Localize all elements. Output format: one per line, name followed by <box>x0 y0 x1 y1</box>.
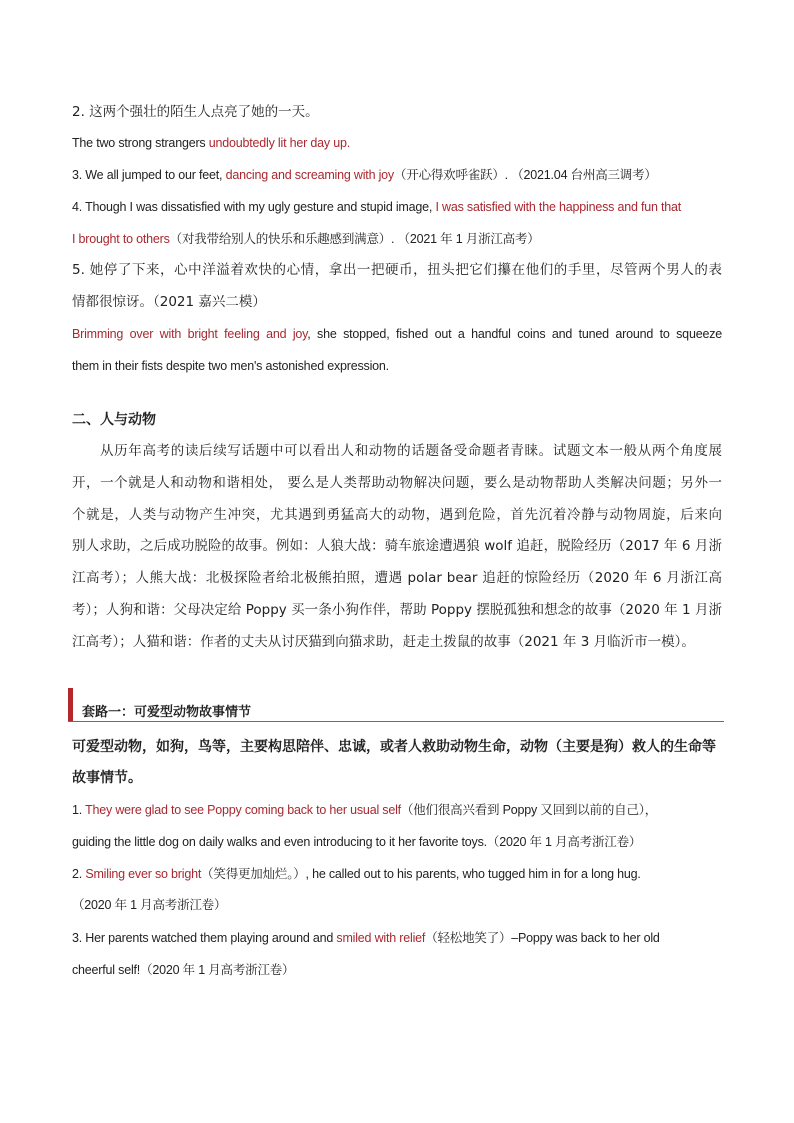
item-4-line-2 <box>72 231 722 247</box>
routine-intro-line-1: 可爱型动物，如狗，鸟等，主要构思陪伴、忠诚，或者人救助动物生命，动物（主要是狗）救人的生命等 <box>72 739 716 755</box>
routine-item-2-text: （笑得更加灿烂。）, he called out to his parents, who tugged him in for a long hug. <box>201 867 641 881</box>
item-5-english-line-2: them in their fists despite two men's astonished expression. <box>72 359 389 373</box>
item-4-note: （对我带给别人的快乐和乐趣感到满意）. （2021 年 1 月浙江高考） <box>169 232 540 246</box>
heading-underline <box>68 721 724 722</box>
section-paragraph-line-5: 江高考）；人熊大战：北极探险者给北极熊拍照，遭遇 polar bear 追赶的惊险经历（2020 年 6 月浙江高 <box>72 570 722 586</box>
routine-item-2-highlight: Smiling ever so bright <box>85 867 202 881</box>
item-2-english <box>72 135 722 151</box>
item-4-highlight-1: I was satisfied with the happiness and fun that <box>435 200 682 214</box>
item-3 <box>72 167 722 183</box>
item-4-line-1 <box>72 199 722 215</box>
routine-heading-bar <box>68 688 724 722</box>
routine-item-1-number: 1. <box>72 803 86 817</box>
item-4-text: 4. Though I was dissatisfied with my ugly gesture and stupid image, <box>72 200 436 214</box>
routine-item-2-line-2: （2020 年 1 月高考浙江卷） <box>72 898 227 912</box>
routine-item-3-line-1 <box>72 930 722 946</box>
routine-item-1-line-1 <box>72 802 722 818</box>
routine-item-1-line-2: guiding the little dog on daily walks and even introducing to it her favorite toys.（2020 年 1 月高考浙江卷） <box>72 835 642 849</box>
section-paragraph-line-7: 江高考）；人猫和谐：作者的丈夫从讨厌猫到向猫求助，赶走土拨鼠的故事（2021 年 3 月临沂市一模）。 <box>72 634 695 650</box>
heading-accent-bar <box>68 688 73 721</box>
routine-item-2-line-1 <box>72 866 722 882</box>
routine-item-3-note: （轻松地笑了）–Poppy was back to her old <box>425 931 660 945</box>
routine-intro-line-2: 故事情节。 <box>72 770 142 786</box>
routine-item-2-number: 2. <box>72 867 86 881</box>
routine-item-1-highlight: They were glad to see Poppy coming back to her usual self <box>85 803 401 817</box>
item-5-chinese-line-1: 5. 她停了下来，心中洋溢着欢快的心情，拿出一把硬币，扭头把它们攥在他们的手里，尽管两个男人的表 <box>72 262 722 278</box>
item-3-text: 3. We all jumped to our feet, <box>72 168 226 182</box>
section-paragraph-line-2: 开，一个就是人和动物和谐相处， 要么是人类帮助动物解决问题，要么是动物帮助人类解决问题；另外一 <box>72 475 722 491</box>
routine-item-3-line-2: cheerful self!（2020 年 1 月高考浙江卷） <box>72 963 295 977</box>
item-3-note: （开心得欢呼雀跃）. （2021.04 台州高三调考） <box>393 168 657 182</box>
section-paragraph-line-4: 别人求助，之后成功脱险的故事。例如：人狼大战：骑车旅途遭遇狼 wolf 追赶，脱险经历（2017 年 6 月浙 <box>72 538 722 554</box>
item-5-english-text: , she stopped, fished out a handful coins and tuned around to squeeze <box>307 327 722 341</box>
routine-item-3-text: 3. Her parents watched them playing around and <box>72 931 337 945</box>
item-3-highlight: dancing and screaming with joy <box>225 168 394 182</box>
item-4-highlight-2: I brought to others <box>72 232 170 246</box>
item-2-chinese: 2. 这两个强壮的陌生人点亮了她的一天。 <box>72 104 319 120</box>
routine-title: 套路一：可爱型动物故事情节 <box>82 705 252 720</box>
section-heading: 二、人与动物 <box>72 412 156 428</box>
item-2-english-text: The two strong strangers <box>72 136 209 150</box>
routine-item-3-highlight: smiled with relief <box>336 931 426 945</box>
section-paragraph-line-6: 考）；人狗和谐：父母决定给 Poppy 买一条小狗作伴，帮助 Poppy 摆脱孤独和想念的故事（2020 年 1 月浙 <box>72 602 722 618</box>
item-2-highlight: undoubtedly lit her day up. <box>208 136 350 150</box>
item-5-chinese-line-2: 情都很惊讶。（2021 嘉兴二模） <box>72 294 266 310</box>
item-5-english-line-1 <box>72 326 722 342</box>
section-paragraph-line-3: 个就是，人类与动物产生冲突，尤其遇到勇猛高大的动物，遇到危险，首先沉着冷静与动物周旋，后来向 <box>72 507 722 523</box>
routine-item-1-note: （他们很高兴看到 Poppy 又回到以前的自己）， <box>400 803 658 817</box>
section-paragraph-line-1: 从历年高考的读后续写话题中可以看出人和动物的话题备受命题者青睐。试题文本一般从两个角度展 <box>100 443 722 459</box>
item-5-highlight: Brimming over with bright feeling and joy <box>72 327 308 341</box>
